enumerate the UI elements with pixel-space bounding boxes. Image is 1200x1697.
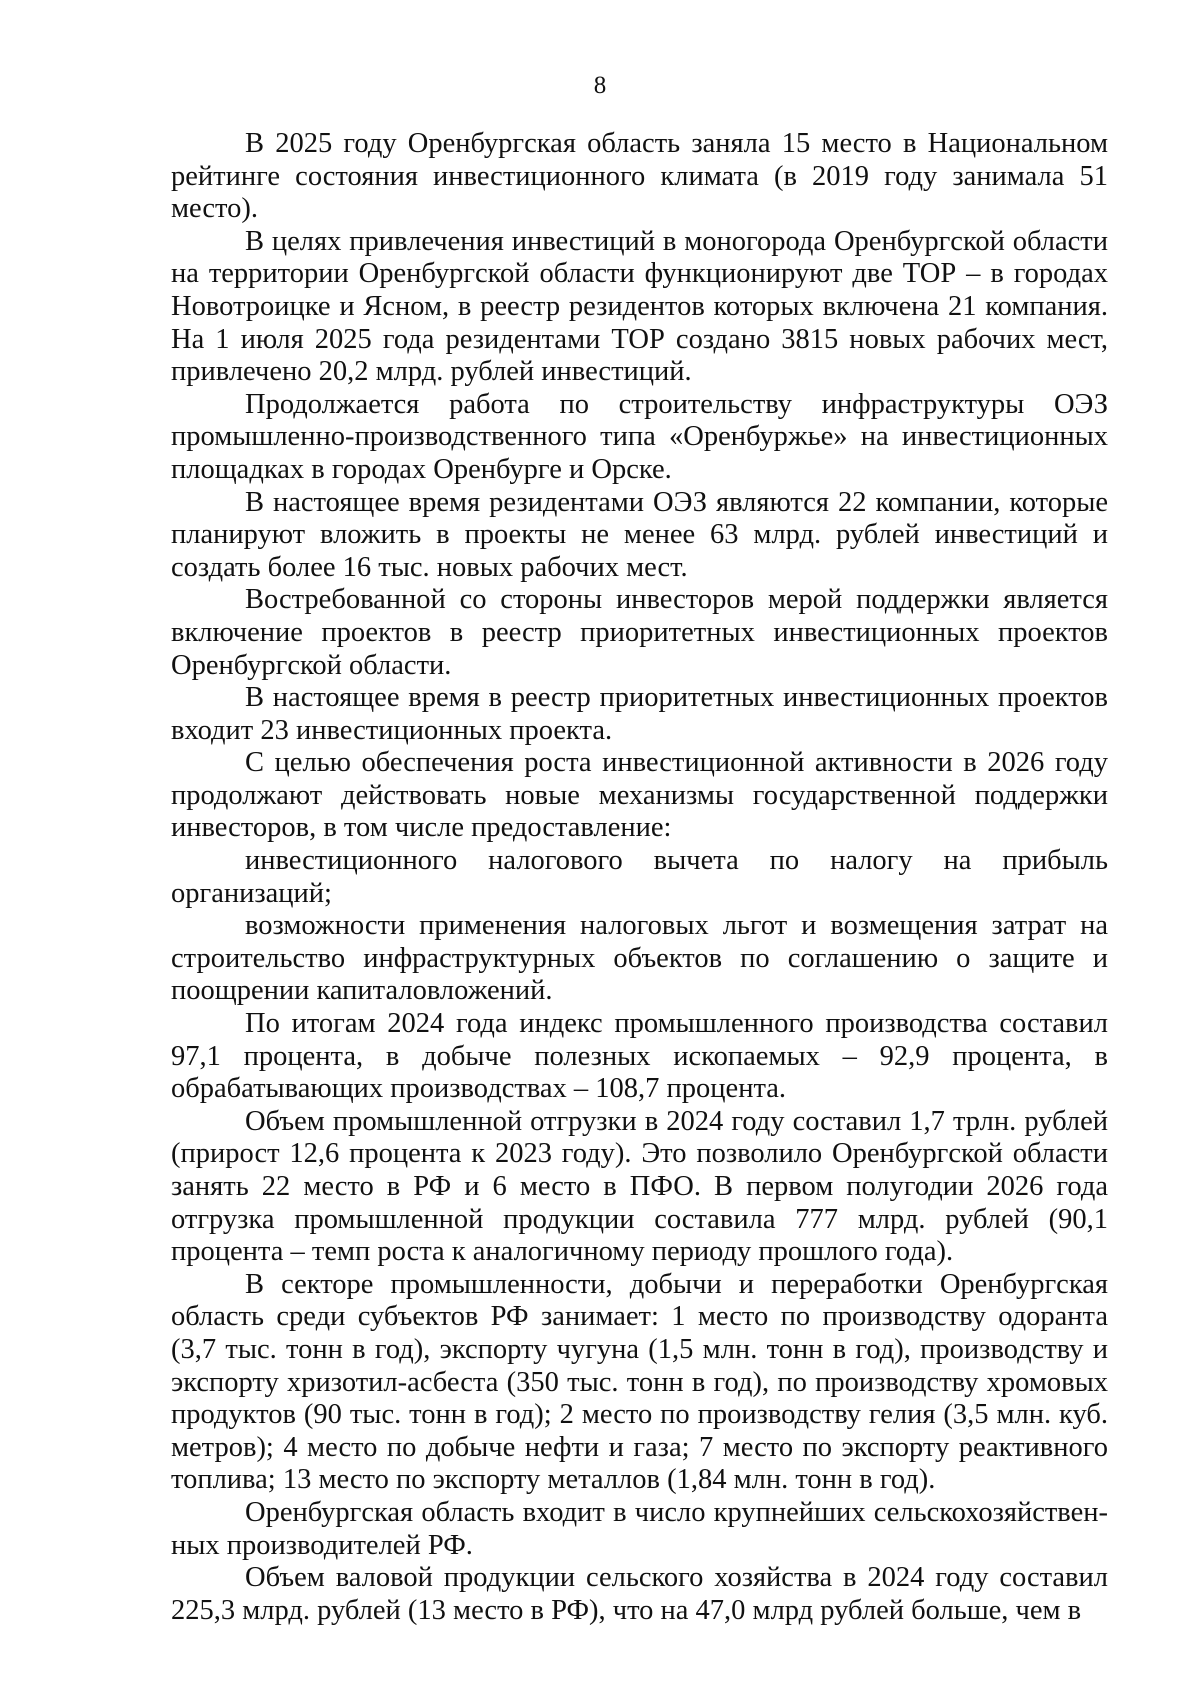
- page-number: 8: [593, 72, 607, 99]
- paragraph-support-mechanisms: С целью обеспечения роста инвестиционной активности в 2026 году продолжают действовать новые механизмы государственной поддержки инвесторов, в том числе предоставление:: [171, 747, 1108, 844]
- paragraph-tax-benefits: возможности применения налоговых льгот и возмещения затрат на строительство инфраструктурных объектов по соглашению о защите и поощрении капиталовложений.: [171, 910, 1108, 1007]
- paragraph-industrial-shipment: Объем промышленной отгрузки в 2024 году составил 1,7 трлн. рублей (прирост 12,6 процента к 2023 году). Это позволило Оренбургской области занять 22 место в РФ и 6 место в ПФО. В первом полугодии 2026 года отгрузка промышленной продукции составила 777 млрд. рублей (90,1 процента – темп роста к аналогичному периоду прошлого года).: [171, 1105, 1108, 1268]
- paragraph-industrial-index: По итогам 2024 года индекс промышленного производства составил 97,1 процента, в добыче полезных ископаемых – 92,9 процента, в обрабатывающих производствах – 108,7 процента.: [171, 1008, 1108, 1105]
- paragraph-agriculture-producers: Оренбургская область входит в число крупнейших сельскохозяйственных производителей РФ.: [171, 1496, 1108, 1561]
- paragraph-industry-rankings: В секторе промышленности, добычи и переработки Оренбургская область среди субъектов РФ занимает: 1 место по производству одоранта (3,7 тыс. тонн в год), экспорту чугуна (1,5 млн. тонн в год), производству и экспорту хризотил-асбеста (350 тыс. тонн в год), по производству хромовых продуктов (90 тыс. тонн в год); 2 место по производству гелия (3,5 млн. куб. метров); 4 место по добыче нефти и газа; 7 место по экспорту реактивного топлива; 13 место по экспорту металлов (1,84 млн. тонн в год).: [171, 1268, 1108, 1496]
- paragraph-tor-monotowns: В целях привлечения инвестиций в моногорода Оренбургской области на территории Оренбургской области функционируют две ТОР – в городах Новотроицке и Ясном, в реестр резидентов которых включена 21 компания. На 1 июля 2025 года резидентами ТОР создано 3815 новых рабочих мест, привлечено 20,2 млрд. рублей инвестиций.: [171, 225, 1108, 388]
- document-body: [171, 128, 1108, 1627]
- paragraph-agriculture-output: Объем валовой продукции сельского хозяйства в 2024 году составил 225,3 млрд. рублей (13 место в РФ), что на 47,0 млрд рублей больше, чем в: [171, 1562, 1108, 1626]
- paragraph-support-measure: Востребованной со стороны инвесторов мерой поддержки является включение проектов в реестр приоритетных инвестиционных проектов Оренбургской области.: [171, 584, 1108, 681]
- paragraph-priority-registry: В настоящее время в реестр приоритетных инвестиционных проектов входит 23 инвестиционных проекта.: [171, 682, 1108, 746]
- paragraph-oez-residents: В настоящее время резидентами ОЭЗ являются 22 компании, которые планируют вложить в проекты не менее 63 млрд. рублей инвестиций и создать более 16 тыс. новых рабочих мест.: [171, 486, 1108, 583]
- paragraph-investment-rating: В 2025 году Оренбургская область заняла 15 место в Национальном рейтинге состояния инвестиционного климата (в 2019 году занимала 51 место).: [171, 128, 1108, 225]
- paragraph-oez-infrastructure: Продолжается работа по строительству инфраструктуры ОЭЗ промышленно-производственного типа «Оренбуржье» на инвестиционных площадках в городах Оренбурге и Орске.: [171, 388, 1108, 485]
- paragraph-tax-deduction: инвестиционного налогового вычета по налогу на прибыль организаций;: [171, 845, 1108, 909]
